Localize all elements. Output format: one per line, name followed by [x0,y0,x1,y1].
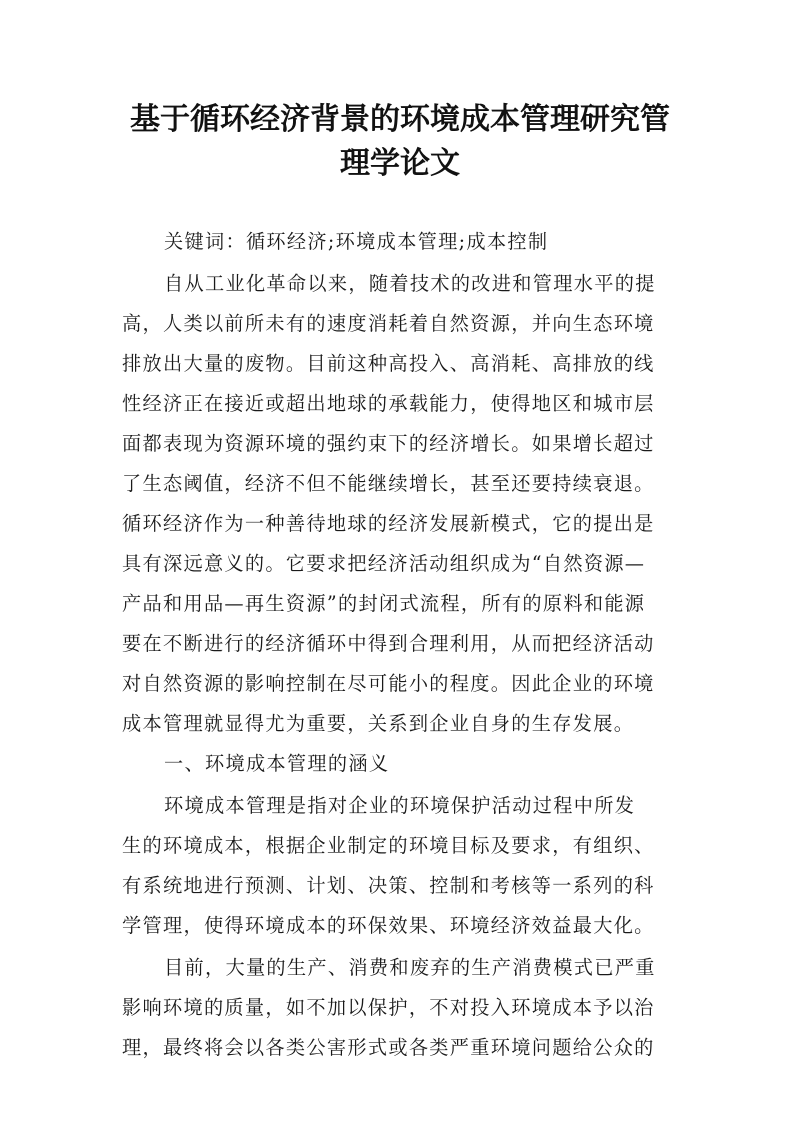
section-heading: 一、环境成本管理的涵义 [164,752,390,775]
paragraph-1-line: 自从工业化革命以来，随着技术的改进和管理水平的提 [164,272,656,295]
paragraph-2-line: 有系统地进行预测、计划、决策、控制和考核等一系列的科 [122,874,655,897]
paragraph-1-line: 要在不断进行的经济循环中得到合理利用，从而把经济活动 [122,632,655,655]
paragraph-3-line: 影响环境的质量，如不加以保护，不对投入环境成本予以治 [122,996,655,1019]
document-title-line-2: 理学论文 [340,146,460,181]
paragraph-1-line: 具有深远意义的。它要求把经济活动组织成为“自然资源— [122,552,646,575]
paragraph-1-line: 面都表现为资源环境的强约束下的经济增长。如果增长超过 [122,432,655,455]
paragraph-3-line: 目前，大量的生产、消费和废弃的生产消费模式已严重 [164,956,656,979]
paragraph-1-line: 循环经济作为一种善待地球的经济发展新模式，它的提出是 [122,512,655,535]
paragraph-2-line: 环境成本管理是指对企业的环境保护活动过程中所发 [164,794,636,817]
paragraph-2-line: 学管理，使得环境成本的环保效果、环境经济效益最大化。 [122,914,655,937]
paragraph-1-line: 高，人类以前所未有的速度消耗着自然资源，并向生态环境 [122,312,655,335]
paragraph-1-line: 了生态阈值，经济不但不能继续增长，甚至还要持续衰退。 [122,472,655,495]
paragraph-1-line: 产品和用品—再生资源”的封闭式流程，所有的原料和能源 [122,592,646,615]
document-title-line-1: 基于循环经济背景的环境成本管理研究管 [130,102,670,137]
paragraph-1-line: 对自然资源的影响控制在尽可能小的程度。因此企业的环境 [122,672,655,695]
paragraph-1-line: 成本管理就显得尤为重要，关系到企业自身的生存发展。 [122,712,635,735]
keywords-line: 关键词：循环经济;环境成本管理;成本控制 [164,230,549,253]
paragraph-3-line: 理，最终将会以各类公害形式或各类严重环境问题给公众的 [122,1036,655,1059]
paragraph-2-line: 生的环境成本，根据企业制定的环境目标及要求，有组织、 [122,834,655,857]
paragraph-1-line: 排放出大量的废物。目前这种高投入、高消耗、高排放的线 [122,352,655,375]
paragraph-1-line: 性经济正在接近或超出地球的承载能力，使得地区和城市层 [122,392,655,415]
